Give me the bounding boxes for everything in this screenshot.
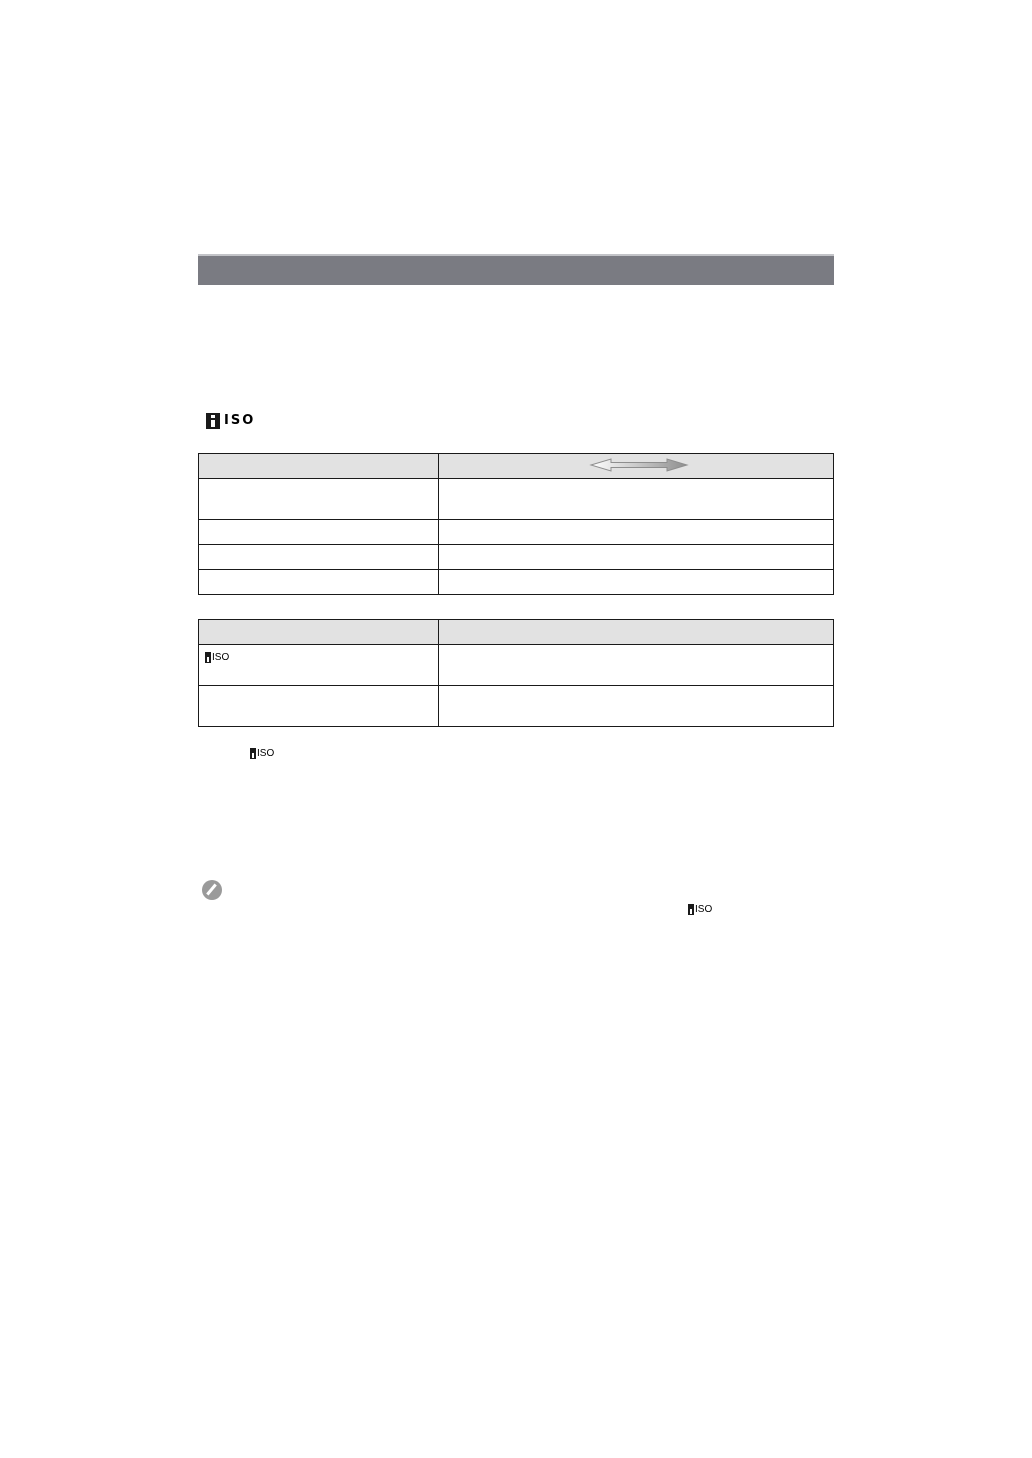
intelligent-iso-heading xyxy=(206,412,255,429)
table-cell xyxy=(199,686,439,727)
intelligent-iso-inline-marker xyxy=(688,904,712,915)
table-cell xyxy=(199,520,439,545)
table-row xyxy=(199,686,834,727)
intelligent-iso-icon xyxy=(205,652,211,663)
intelligent-iso-small xyxy=(205,652,229,663)
table-cell xyxy=(439,479,834,520)
table-row xyxy=(199,479,834,520)
double-arrow-icon xyxy=(589,457,689,473)
table-cell xyxy=(199,570,439,595)
table-row xyxy=(199,570,834,595)
intelligent-iso-icon xyxy=(206,413,220,429)
intelligent-iso-icon xyxy=(688,904,694,915)
table-header-row xyxy=(199,620,834,645)
section-title-bar xyxy=(198,254,834,285)
iso-setting-table xyxy=(198,619,834,727)
iso-label: ISO xyxy=(257,748,275,759)
table-cell xyxy=(439,520,834,545)
table-cell xyxy=(439,545,834,570)
iso-sensitivity-table xyxy=(198,453,834,595)
iso-label: ISO xyxy=(695,904,713,915)
table-cell xyxy=(439,645,834,686)
intelligent-iso-note-marker xyxy=(250,748,274,759)
table-row xyxy=(199,520,834,545)
table-row xyxy=(199,645,834,686)
table-header-row xyxy=(199,454,834,479)
table-cell xyxy=(199,620,439,645)
table-cell xyxy=(199,454,439,479)
table-cell xyxy=(439,454,834,479)
pencil-note-icon xyxy=(202,880,222,900)
table-cell xyxy=(199,545,439,570)
intelligent-iso-icon xyxy=(250,748,256,759)
table-cell xyxy=(199,645,439,686)
table-cell xyxy=(439,686,834,727)
table-cell xyxy=(199,479,439,520)
iso-label: ISO xyxy=(212,652,230,663)
table-row xyxy=(199,545,834,570)
iso-heading-label: ISO xyxy=(224,412,256,428)
table-cell xyxy=(439,620,834,645)
table-cell xyxy=(439,570,834,595)
